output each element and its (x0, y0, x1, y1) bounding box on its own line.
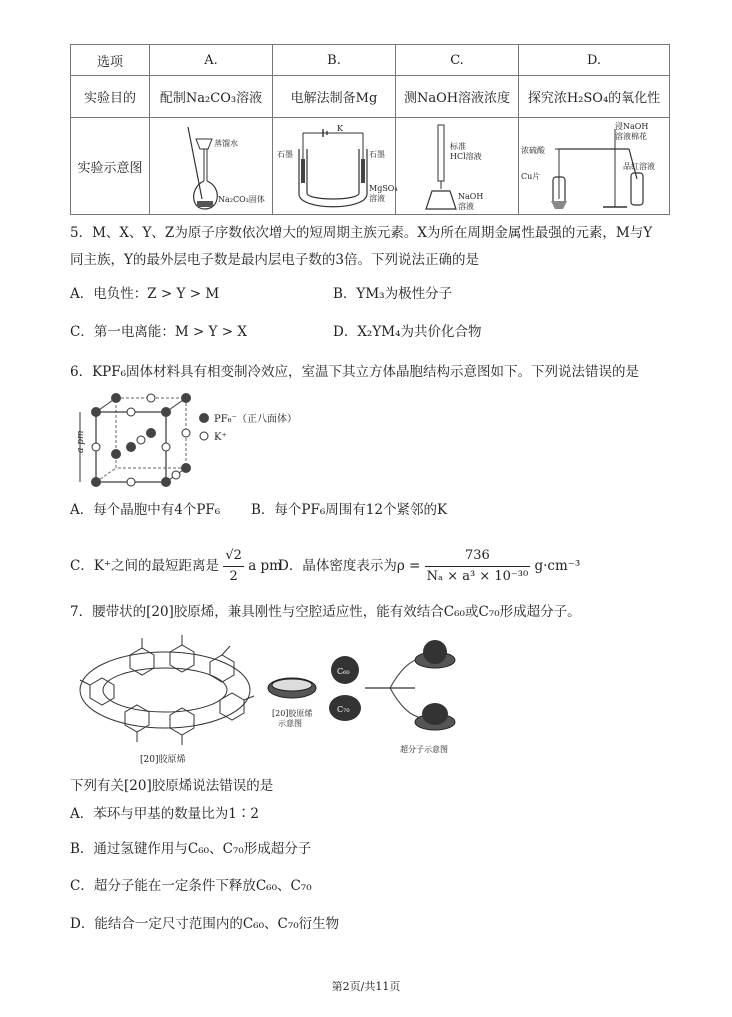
table-col-c: C. (396, 45, 519, 76)
sulfuric-acid-oxidation-diagram (519, 119, 669, 214)
figure-c-titration (396, 118, 519, 215)
q6-option-d-unit: g·cm⁻³ (534, 558, 581, 574)
label-naoh: NaOH (458, 191, 484, 201)
purpose-b: 电解法制备Mg (273, 76, 396, 118)
q5-stem-line1: 5．M、X、Y、Z为原子序数依次增大的短周期主族元素。X为所在周期金属性最强的元素，M与Y (70, 225, 653, 241)
legend-pf6: PF₆⁻（正八面体） (214, 414, 297, 425)
label-conc-sulfuric: 浓硫酸 (521, 145, 545, 155)
q6-option-c-numerator: √2 (223, 546, 244, 567)
label-switch-k: K (337, 123, 343, 133)
q5-option-b: B．YM₃为极性分子 (333, 286, 453, 302)
molecule-structure (80, 635, 254, 745)
figure-a-volumetric-flask (150, 118, 273, 215)
cell-edge-label: a pm (76, 430, 86, 453)
label-hcl-solution: HCl溶液 (450, 151, 482, 161)
label-supramolecule: 超分子示意图 (400, 745, 448, 754)
q6-option-c-suffix: a pm (248, 558, 282, 574)
q6-option-d-fraction (425, 546, 531, 587)
label-mgso4-solution: 溶液 (369, 193, 385, 203)
q7-option-b: B．通过氢键作用与C₆₀、C₇₀形成超分子 (70, 841, 312, 857)
table-col-b: B. (273, 45, 396, 76)
legend-k: K⁺ (214, 432, 227, 443)
q5-option-d: D．X₂YM₄为共价化合物 (333, 324, 482, 340)
kpf6-unit-cell-diagram (70, 390, 300, 495)
table-col-a: A. (150, 45, 273, 76)
label-c70: C₇₀ (337, 705, 350, 714)
q7-stem: 7．腰带状的[20]胶原烯，兼具刚性与空腔适应性，能有效结合C₆₀或C₇₀形成超分子。 (70, 604, 581, 620)
q6-option-d-prefix: D．晶体密度表示为ρ = (278, 558, 421, 574)
q6-option-c-prefix: C．K⁺之间的最短距离是 (70, 558, 220, 574)
volumetric-flask-diagram (150, 119, 270, 214)
collagen-ring-diagram (70, 630, 470, 770)
label-c60: C₆₀ (337, 667, 350, 676)
titration-diagram (396, 119, 516, 214)
figure-b-electrolysis (273, 118, 396, 215)
q5-stem-line2: 同主族，Y的最外层电子数是最内层电子数的3倍。下列说法正确的是 (70, 252, 480, 268)
label-naoh-soaked: 浸NaOH (615, 121, 649, 131)
q6-option-a: A．每个晶胞中有4个PF₆ (70, 502, 221, 518)
table-row-figure-label: 实验示意图 (71, 118, 150, 215)
label-standard: 标准 (450, 141, 466, 151)
table-col-d: D. (519, 45, 670, 76)
q6-option-d (278, 546, 580, 587)
q6-option-c (70, 546, 282, 587)
label-distilled-water: 蒸馏水 (214, 138, 238, 148)
purpose-c: 测NaOH溶液浓度 (396, 76, 519, 118)
q5-option-a: A．电负性：Z > Y > M (70, 286, 220, 302)
q7-option-d: D．能结合一定尺寸范围内的C₆₀、C₇₀衍生物 (70, 916, 340, 932)
label-naoh-solution: 溶液 (458, 201, 474, 211)
q7-option-c: C．超分子能在一定条件下释放C₆₀、C₇₀ (70, 878, 312, 894)
table-row-purpose-label: 实验目的 (71, 76, 150, 118)
page-footer: 第2页/共11页 (331, 980, 401, 993)
label-schematic-2: 示意图 (278, 719, 302, 728)
q6-stem: 6．KPF₆固体材料具有相变制冷效应，室温下其立方体晶胞结构示意图如下。下列说法错误的是 (70, 364, 640, 380)
label-schematic-1: [20]胶原烯 (272, 709, 313, 718)
q6-option-b: B．每个PF₆周围有12个紧邻的K (251, 502, 448, 518)
figure-d-oxidation (519, 118, 670, 215)
purpose-a: 配制Na₂CO₃溶液 (150, 76, 273, 118)
q7-option-a: A．苯环与甲基的数量比为1∶2 (70, 806, 259, 822)
q6-option-d-numerator: 736 (425, 546, 531, 567)
label-na2co3-solid: Na₂CO₃固体 (218, 194, 265, 204)
electrolysis-u-tube-diagram (273, 119, 398, 214)
q7-question: 下列有关[20]胶原烯说法错误的是 (70, 778, 274, 794)
q5-option-c: C．第一电离能：M > Y > X (70, 324, 247, 340)
purpose-d: 探究浓H₂SO₄的氧化性 (519, 76, 670, 118)
experiment-table (70, 44, 670, 215)
label-cu-piece: Cu片 (521, 171, 541, 181)
label-left-graphite: 石墨 (277, 149, 293, 159)
label-right-graphite: 石墨 (369, 149, 385, 159)
label-cotton: 溶液棉花 (615, 131, 647, 141)
label-magenta-solution: 品红溶液 (623, 161, 655, 171)
q6-option-d-denominator: Nₐ × a³ × 10⁻³⁰ (426, 569, 529, 584)
table-header-option: 选项 (71, 45, 150, 76)
label-mgso4: MgSO₄ (369, 183, 398, 193)
q6-option-c-fraction (223, 546, 244, 587)
label-molecule: [20]胶原烯 (140, 755, 186, 765)
q6-option-c-denominator: 2 (229, 569, 238, 584)
